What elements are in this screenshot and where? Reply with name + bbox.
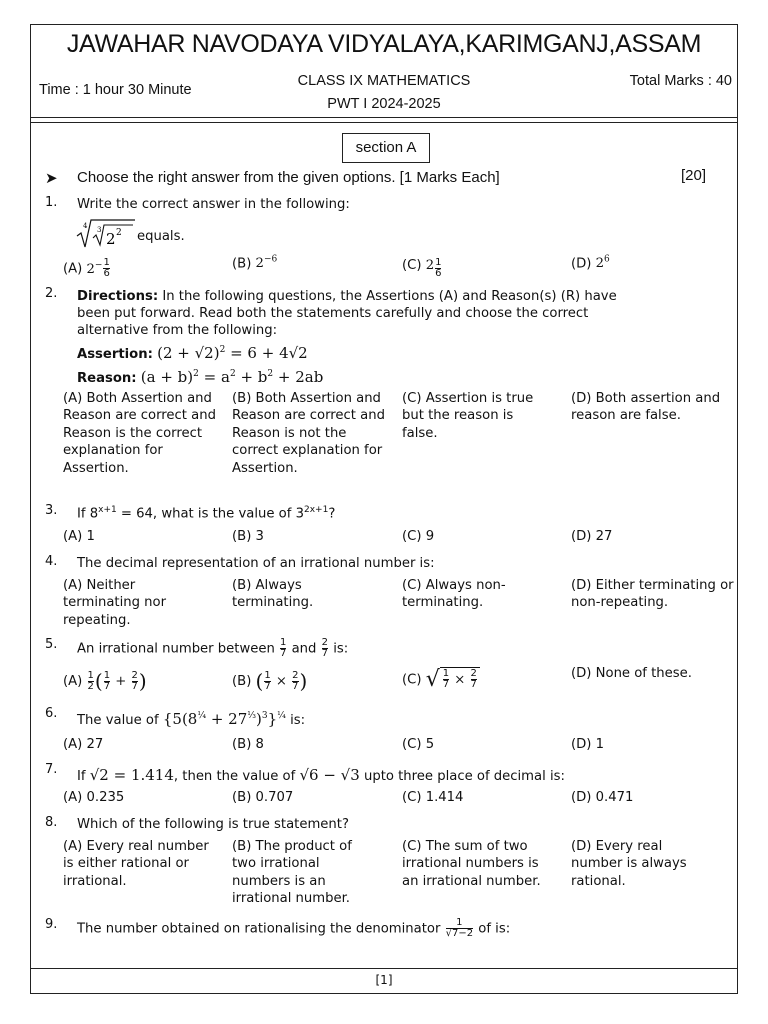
q5-number: 5. [45,637,58,652]
q7-text: If √2 = 1.414, then the value of √6 − √3 upto three place of decimal is: [77,766,565,784]
q6-option-a: (A) 27 [63,737,104,752]
q2-option-b: (B) Both Assertion and Reason are correct and Reason is not the correct explanation for Assertion. [232,391,385,476]
q4-option-b: (B) Always terminating. [232,578,314,611]
q7-option-a: (A) 0.235 [63,790,125,805]
header-divider-2 [31,122,737,123]
q8-option-d: (D) Every real number is always rational. [571,839,687,889]
q6-text: The value of $\{5(8^{\frac{1}{4}} + 27^{\frac{1}{3}})^3\}^{\frac{1}{4}}$ is: [77,710,306,728]
q1-expr-tail: equals. [137,229,185,244]
q6-option-b: (B) 8 [232,737,264,752]
q5-text: An irrational number between $\frac{1}{7}$ and $\frac{2}{7}$ is: [77,637,349,659]
q3-option-a: (A) 1 [63,529,95,544]
q7-option-d: (D) 0.471 [571,790,634,805]
q6-option-d: (D) 1 [571,737,605,752]
section-title: section A [342,133,430,163]
q4-text: The decimal representation of an irrational number is: [77,556,435,571]
class-title: CLASS IX MATHEMATICS [297,73,471,89]
q6-number: 6. [45,706,58,721]
q8-text: Which of the following is true statement? [77,817,349,832]
exam-title: PWT I 2024-2025 [327,96,441,112]
page-number: [1] [375,973,393,987]
q6-option-c: (C) 5 [402,737,435,752]
q3-option-d: (D) 27 [571,529,613,544]
q2-option-d: (D) Both assertion and reason are false. [571,391,721,424]
q3-text: If $8^{x+1} = 64$, what is the value of $3^{2x+1}$? [77,505,336,522]
q1-expression [75,216,137,254]
q4-option-a: (A) Neither terminating nor repeating. [63,578,167,628]
q3-option-c: (C) 9 [402,529,435,544]
q1-option-c: (C) 2 $\frac{1}{6}$ [402,257,442,279]
time-label: Time : 1 hour 30 Minute [39,82,192,98]
q1-option-a: (A) 2− $\frac{1}{6}$ [63,257,110,279]
q2-reason: Reason: $(a + b)^2 = a^2 + b^2 + 2ab$ [77,368,324,386]
total-marks: Total Marks : 40 [629,73,732,89]
q2-assertion: Assertion: $(2 + √2)^2 = 6 + 4√2$ [77,344,308,362]
q9-text: The number obtained on rationalising the denominator $\frac{1}{√7-2}$ of is: [77,917,511,939]
svg-text:4: 4 [83,222,88,230]
q7-option-b: (B) 0.707 [232,790,294,805]
q1-option-d: (D) $2^6$ [571,255,610,272]
q2-directions-label: Directions: [77,289,159,304]
q4-option-c: (C) Always non-terminating. [402,578,506,611]
svg-text:2: 2 [116,228,122,238]
q8-number: 8. [45,815,58,830]
q2-number: 2. [45,286,58,301]
q3-option-b: (B) 3 [232,529,264,544]
q3-number: 3. [45,503,58,518]
q4-number: 4. [45,554,58,569]
q1-number: 1. [45,195,58,210]
section-marks: [20] [681,167,707,184]
q4-option-d: (D) Either terminating or non-repeating. [571,578,734,611]
footer-divider [31,968,737,969]
q5-option-d: (D) None of these. [571,666,692,681]
q8-option-c: (C) The sum of two irrational numbers is an irrational number. [402,839,541,889]
svg-text:3: 3 [97,226,102,234]
q8-option-a: (A) Every real number is either rational or irrational. [63,839,209,889]
section-instruction: Choose the right answer from the given options. [1 Marks Each] [77,169,500,186]
q5-option-c: (C) √ $\frac{1}{7}$ × $\frac{2}{7}$ [402,667,480,692]
q5-option-b: (B) ( $\frac{1}{7}$ × $\frac{2}{7}$ ) [232,669,308,693]
q2-option-a: (A) Both Assertion and Reason are correct and Reason is the correct explanation for Assertion. [63,391,216,476]
school-name: JAWAHAR NAVODAYA VIDYALAYA,KARIMGANJ,ASSAM [66,30,702,58]
q1-text: Write the correct answer in the following: [77,197,350,212]
svg-text:2: 2 [106,230,116,248]
q8-option-b: (B) The product of two irrational numbers is an irrational number. [232,839,352,907]
q2-option-c: (C) Assertion is true but the reason is false. [402,391,534,441]
q7-option-c: (C) 1.414 [402,790,464,805]
q7-number: 7. [45,762,58,777]
nested-radical-expr [75,216,137,250]
q2-directions: Directions: In the following questions, the Assertions (A) and Reason(s) (R) have been put forward. Read both the statements carefully and choose the correct alternative from the following: [77,289,617,338]
q5-option-a: (A) $\frac{1}{2}$ ( $\frac{1}{7}$ + $\frac{2}{7}$ ) [63,669,147,693]
q9-number: 9. [45,917,58,932]
arrow-icon: ➤ [45,170,58,187]
header-divider [31,117,737,118]
q1-option-b: (B) $2^{-6}$ [232,255,278,272]
